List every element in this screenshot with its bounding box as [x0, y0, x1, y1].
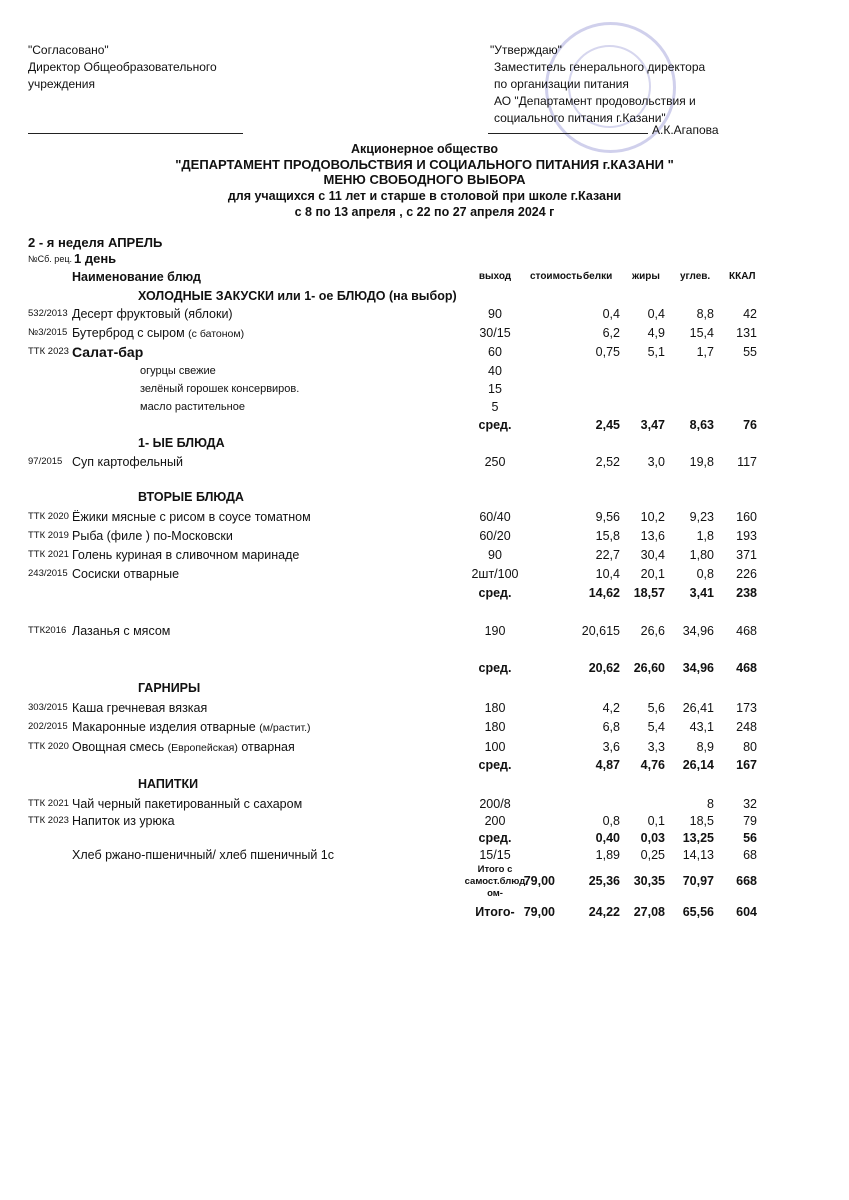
dish-bel: 6,8 [602, 720, 620, 734]
total1-label-line2: самост.блюд [464, 876, 526, 887]
table-row [0, 738, 849, 756]
dish-bel: 2,52 [595, 455, 620, 469]
col-ugl: углев. [680, 271, 711, 282]
dish-out: 180 [484, 720, 506, 734]
approval-right-line1: "Утверждаю" [490, 43, 562, 57]
dish-kcal: 131 [736, 326, 757, 340]
column-header [0, 268, 849, 286]
section-first: 1- ЫЕ БЛЮДА [138, 436, 225, 450]
dish-kcal: 80 [743, 740, 757, 754]
total-row [0, 872, 849, 890]
dish-name-text: отварная [241, 740, 295, 754]
recipe-code: ТТК 2023 [28, 346, 69, 357]
table-row [0, 453, 849, 471]
recipe-code: 303/2015 [28, 702, 68, 713]
total-row [0, 903, 849, 921]
avg-zhi: 4,76 [640, 758, 665, 772]
bread-out: 15/15 [479, 848, 511, 862]
table-row [0, 546, 849, 564]
table-row [0, 846, 849, 864]
week-label: 2 - я неделя АПРЕЛЬ [28, 235, 163, 250]
ingredient-name: масло растительное [140, 401, 245, 413]
bread-name: Хлеб ржано-пшеничный/ хлеб пшеничный 1с [72, 848, 334, 862]
avg-label: сред. [478, 586, 512, 600]
total-zhi: 27,08 [633, 905, 665, 919]
dish-kcal: 248 [736, 720, 757, 734]
dish-zhi: 5,4 [647, 720, 665, 734]
dish-kcal: 193 [736, 529, 757, 543]
section-garnish: ГАРНИРЫ [138, 681, 201, 695]
approval-left [28, 42, 217, 93]
dish-out: 60 [488, 345, 502, 359]
dish-kcal: 79 [743, 814, 757, 828]
recipe-code: ТТК 2021 [28, 798, 69, 809]
recipe-code: №3/2015 [28, 327, 68, 338]
approval-left-line2: Директор Общеобразовательного [28, 60, 217, 74]
avg-label: сред. [478, 758, 512, 772]
table-row [0, 622, 849, 640]
dish-ugl: 0,8 [696, 567, 714, 581]
org-title: Акционерное общество [351, 142, 498, 156]
total2-label: Итого- [475, 905, 515, 919]
table-row [0, 565, 849, 583]
dish-ugl: 9,23 [689, 510, 714, 524]
avg-label: сред. [478, 418, 512, 432]
total-bel: 25,36 [588, 874, 620, 888]
bread-kcal: 68 [743, 848, 757, 862]
col-name: Наименование блюд [72, 270, 201, 284]
col-cost: стоимость [530, 271, 583, 282]
signature-line-right [488, 133, 648, 134]
approval-right-line2: Заместитель генерального директора [494, 60, 706, 74]
dish-ugl: 1,7 [696, 345, 714, 359]
avg-zhi: 26,60 [633, 661, 665, 675]
dish-out: 100 [484, 740, 506, 754]
avg-bel: 14,62 [588, 586, 620, 600]
avg-bel: 20,62 [588, 661, 620, 675]
dish-name: Голень куриная в сливочном маринаде [72, 548, 300, 562]
table-row [0, 718, 849, 736]
dish-name [72, 324, 244, 343]
dish-bel: 22,7 [595, 548, 620, 562]
dish-note: (м/растит.) [259, 722, 311, 734]
approval-right-line3: по организации питания [494, 77, 629, 91]
recipe-code: 97/2015 [28, 456, 63, 467]
ingredient-name: огурцы свежие [140, 365, 216, 377]
avg-kcal: 238 [736, 586, 757, 600]
avg-bel: 2,45 [595, 418, 620, 432]
average-row [0, 659, 849, 677]
total-cost: 79,00 [523, 874, 555, 888]
recipe-code: ТТК 2021 [28, 549, 69, 560]
dish-ugl: 8,8 [696, 307, 714, 321]
dish-bel: 6,2 [602, 326, 620, 340]
dish-out: 90 [488, 548, 502, 562]
avg-label: сред. [478, 831, 512, 845]
dish-kcal: 32 [743, 797, 757, 811]
dish-ugl: 1,8 [696, 529, 714, 543]
list-item [0, 380, 849, 398]
dish-zhi: 5,1 [647, 345, 665, 359]
dish-bel: 10,4 [595, 567, 620, 581]
col-kcal: ККАЛ [729, 271, 756, 282]
dish-bel: 20,615 [581, 624, 620, 638]
dates-line: с 8 по 13 апреля , с 22 по 27 апреля 2024 г [294, 205, 555, 219]
table-row [0, 527, 849, 545]
menu-title: МЕНЮ СВОБОДНОГО ВЫБОРА [323, 172, 526, 187]
bread-ugl: 14,13 [682, 848, 714, 862]
section-second: ВТОРЫЕ БЛЮДА [138, 490, 244, 504]
dish-out: 60/20 [479, 529, 511, 543]
dish-kcal: 468 [736, 624, 757, 638]
dish-zhi: 0,4 [647, 307, 665, 321]
avg-zhi: 0,03 [640, 831, 665, 845]
ingredient-out: 40 [488, 364, 502, 378]
table-row [0, 324, 849, 342]
signature-line-left [28, 133, 243, 134]
dish-name: Напиток из урюка [72, 814, 175, 828]
list-item [0, 362, 849, 380]
dish-name: Чай черный пакетированный с сахаром [72, 797, 303, 811]
table-row [0, 699, 849, 717]
dish-bel: 9,56 [595, 510, 620, 524]
dish-ugl: 19,8 [689, 455, 714, 469]
avg-kcal: 56 [743, 831, 757, 845]
recipe-code: 532/2013 [28, 308, 68, 319]
table-row [0, 305, 849, 323]
dish-bel: 4,2 [602, 701, 620, 715]
total1-label-line1: Итого с [477, 864, 513, 875]
dish-out: 180 [484, 701, 506, 715]
dish-kcal: 55 [743, 345, 757, 359]
recipe-code: 243/2015 [28, 568, 68, 579]
average-row [0, 756, 849, 774]
bread-zhi: 0,25 [640, 848, 665, 862]
dish-name: Рыба (филе ) по-Московски [72, 529, 233, 543]
avg-bel: 0,40 [595, 831, 620, 845]
dish-name: Лазанья с мясом [72, 624, 171, 638]
dish-zhi: 20,1 [640, 567, 665, 581]
dish-kcal: 226 [736, 567, 757, 581]
dish-zhi: 0,1 [647, 814, 665, 828]
avg-label: сред. [478, 661, 512, 675]
ingredient-name: зелёный горошек консервиров. [140, 383, 300, 395]
dish-name [72, 718, 311, 737]
dish-kcal: 173 [736, 701, 757, 715]
average-row [0, 584, 849, 602]
dish-kcal: 117 [737, 455, 757, 469]
approval-left-line1: "Согласовано" [28, 43, 109, 57]
dish-bel: 3,6 [602, 740, 620, 754]
dish-zhi: 26,6 [640, 624, 665, 638]
dish-ugl: 26,41 [682, 701, 714, 715]
recipe-code: ТТК 2023 [28, 815, 69, 826]
total-zhi: 30,35 [633, 874, 665, 888]
table-row [0, 508, 849, 526]
dish-kcal: 160 [736, 510, 757, 524]
ingredient-out: 15 [488, 382, 502, 396]
avg-kcal: 167 [736, 758, 757, 772]
dish-zhi: 30,4 [640, 548, 665, 562]
table-row [0, 343, 849, 361]
avg-zhi: 18,57 [633, 586, 665, 600]
table-row [0, 812, 849, 830]
dish-bel: 0,8 [602, 814, 620, 828]
col-out: выход [478, 271, 512, 282]
dish-out: 30/15 [479, 326, 511, 340]
dish-out: 200/8 [479, 797, 511, 811]
table-row [0, 795, 849, 813]
dish-name: Каша гречневая вязкая [72, 701, 208, 715]
signer-name: А.К.Агапова [652, 123, 719, 137]
col-bel: белки [583, 271, 613, 282]
total-cost: 79,00 [523, 905, 555, 919]
avg-ugl: 3,41 [689, 586, 714, 600]
col-zhi: жиры [632, 271, 660, 282]
bread-bel: 1,89 [595, 848, 620, 862]
dish-name: Ёжики мясные с рисом в соусе томатном [72, 510, 311, 524]
dish-zhi: 10,2 [640, 510, 665, 524]
total-kcal: 668 [736, 874, 757, 888]
avg-ugl: 34,96 [682, 661, 714, 675]
total-ugl: 70,97 [682, 874, 714, 888]
audience-line: для учащихся с 11 лет и старше в столовой при школе г.Казани [227, 189, 622, 203]
approval-right-line5: социального питания г.Казани" [494, 111, 666, 125]
dish-name-text: Макаронные изделия отварные [72, 720, 256, 734]
recipe-code: 202/2015 [28, 721, 68, 732]
dish-note: (с батоном) [188, 328, 245, 340]
average-row [0, 416, 849, 434]
dish-zhi: 4,9 [647, 326, 665, 340]
dish-bel: 0,4 [602, 307, 620, 321]
dish-name [72, 738, 295, 757]
dish-bel: 0,75 [595, 345, 620, 359]
section-cold: ХОЛОДНЫЕ ЗАКУСКИ или 1- ое БЛЮДО (на выбор) [138, 289, 457, 303]
day-label: 1 день [74, 251, 117, 266]
approval-right-line4: АО "Департамент продовольствия и [494, 94, 696, 108]
dish-out: 60/40 [479, 510, 511, 524]
avg-bel: 4,87 [595, 758, 620, 772]
dish-zhi: 13,6 [640, 529, 665, 543]
dish-ugl: 34,96 [682, 624, 714, 638]
dish-zhi: 5,6 [647, 701, 665, 715]
average-row [0, 829, 849, 847]
total-kcal: 604 [736, 905, 757, 919]
approval-left-line3: учреждения [28, 77, 95, 91]
total-bel: 24,22 [588, 905, 620, 919]
recipe-code: ТТК 2019 [28, 530, 69, 541]
recipe-label: №Сб. рец. [28, 254, 72, 264]
dish-ugl: 18,5 [689, 814, 714, 828]
approval-right [490, 42, 705, 127]
list-item [0, 398, 849, 416]
dish-kcal: 371 [736, 548, 757, 562]
dish-name: Салат-бар [72, 344, 144, 360]
ingredient-out: 5 [491, 400, 499, 414]
dish-name: Суп картофельный [72, 455, 183, 469]
dish-ugl: 8,9 [696, 740, 714, 754]
dish-out: 2шт/100 [471, 567, 519, 581]
dish-out: 90 [488, 307, 502, 321]
avg-kcal: 468 [736, 661, 757, 675]
avg-ugl: 8,63 [689, 418, 714, 432]
dish-out: 200 [484, 814, 506, 828]
dish-name-text: Бутерброд с сыром [72, 326, 185, 340]
dish-zhi: 3,0 [647, 455, 665, 469]
total1-label-line3: ом- [487, 888, 503, 899]
dish-out: 250 [484, 455, 506, 469]
dept-title: "ДЕПАРТАМЕНТ ПРОДОВОЛЬСТВИЯ И СОЦИАЛЬНОГО ПИТАНИЯ г.КАЗАНИ " [175, 157, 674, 172]
avg-zhi: 3,47 [640, 418, 665, 432]
dish-ugl: 1,80 [689, 548, 714, 562]
dish-bel: 15,8 [595, 529, 620, 543]
dish-name-text: Овощная смесь [72, 740, 165, 754]
total-ugl: 65,56 [682, 905, 714, 919]
dish-kcal: 42 [743, 307, 757, 321]
recipe-code: ТТК 2020 [28, 511, 69, 522]
section-drinks: НАПИТКИ [138, 777, 199, 791]
dish-zhi: 3,3 [647, 740, 665, 754]
dish-name: Десерт фруктовый (яблоки) [72, 307, 233, 321]
dish-name: Сосиски отварные [72, 567, 180, 581]
avg-kcal: 76 [743, 418, 757, 432]
dish-out: 190 [484, 624, 506, 638]
avg-ugl: 13,25 [682, 831, 714, 845]
recipe-code: ТТК2016 [28, 625, 67, 636]
dish-ugl: 15,4 [689, 326, 714, 340]
dish-ugl: 43,1 [689, 720, 714, 734]
avg-ugl: 26,14 [682, 758, 714, 772]
dish-ugl: 8 [707, 797, 714, 811]
dish-note: (Европейская) [167, 742, 238, 754]
recipe-code: ТТК 2020 [28, 741, 69, 752]
